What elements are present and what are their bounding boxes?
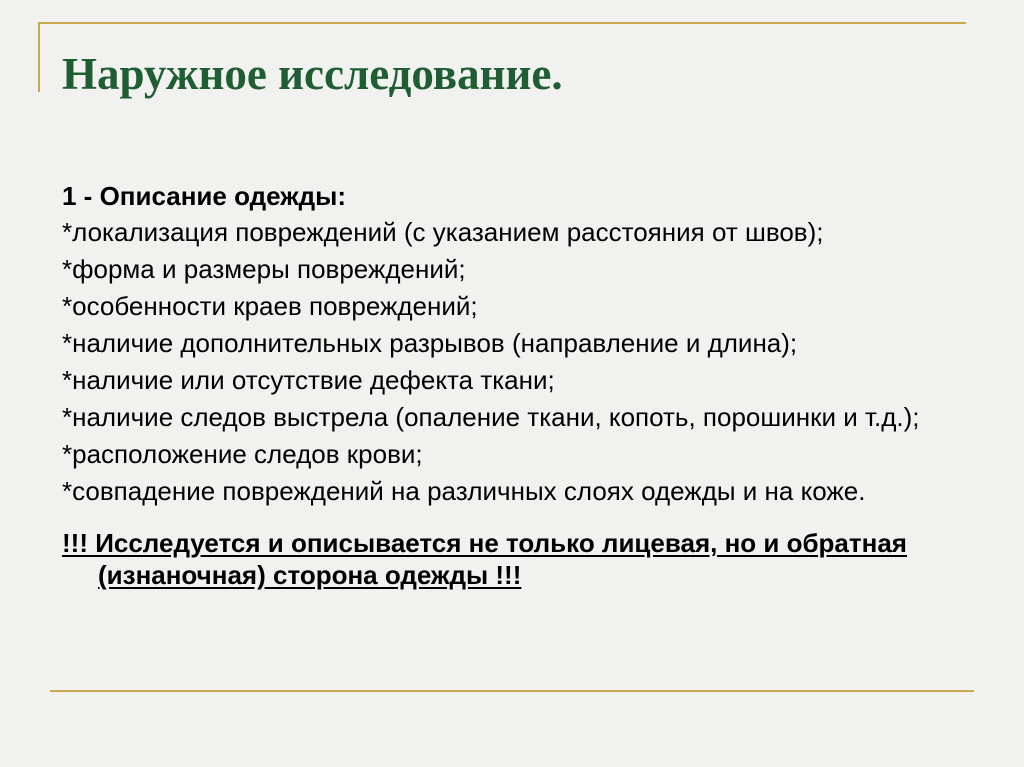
list-item: *форма и размеры повреждений; bbox=[62, 254, 466, 284]
list-item: *особенности краев повреждений; bbox=[62, 291, 478, 321]
list-item: *наличие следов выстрела (опаление ткани, копоть, порошинки и т.д.); bbox=[62, 402, 920, 432]
list-item: *наличие дополнительных разрывов (направление и длина); bbox=[62, 328, 798, 358]
warning-note bbox=[62, 527, 962, 591]
slide-body bbox=[62, 180, 962, 591]
left-rule bbox=[38, 22, 40, 92]
list-item: *совпадение повреждений на различных слоях одежды и на коже. bbox=[62, 476, 866, 506]
list-item: *локализация повреждений (с указанием расстояния от швов); bbox=[62, 217, 824, 247]
section-heading: 1 - Описание одежды: bbox=[62, 181, 347, 211]
item-list bbox=[62, 216, 962, 507]
list-item: *расположение следов крови; bbox=[62, 439, 423, 469]
warning-text: !!! Исследуется и описывается не только лицевая, но и обратная (изнаночная) сторона одежды !!! bbox=[62, 528, 907, 590]
top-rule bbox=[38, 22, 966, 24]
slide-title: Наружное исследование. bbox=[62, 49, 563, 99]
bottom-rule bbox=[50, 690, 974, 692]
list-item: *наличие или отсутствие дефекта ткани; bbox=[62, 365, 555, 395]
